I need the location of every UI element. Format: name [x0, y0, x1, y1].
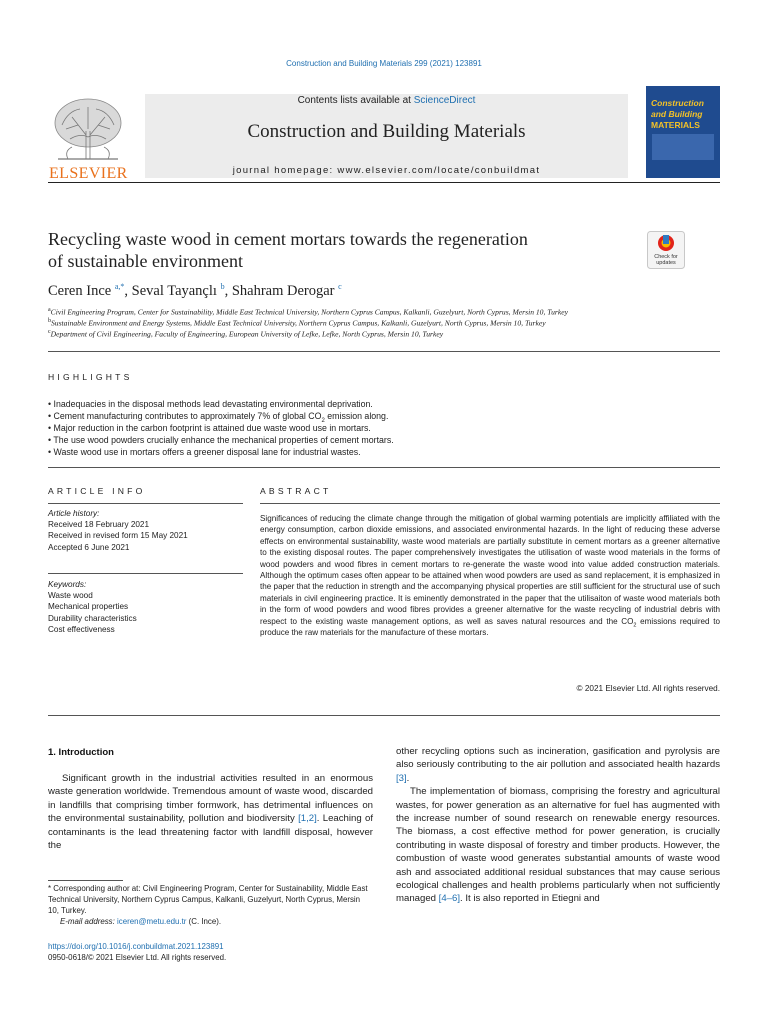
- affiliation-text: Sustainable Environment and Energy Systems, Middle East Technical University, Northern Cyprus Campus, Kalkanli, Guzelyurt, North Cyprus, Mersin 10, Turkey: [51, 318, 546, 328]
- article-title-line1: Recycling waste wood in cement mortars towards the regeneration: [48, 229, 528, 249]
- footnote-text: * Corresponding author at: Civil Engineering Program, Center for Sustainability, Middle East Technical University, Northern Cyprus Campus, Kalkanli, Guzelyurt, North Cyprus, Mersin 10, Turkey.: [48, 884, 368, 915]
- corresponding-author-footnote: [48, 883, 373, 927]
- publisher-wordmark: ELSEVIER: [49, 165, 128, 182]
- author-name[interactable]: Ceren Ince: [48, 282, 112, 299]
- revised-date: Received in revised form 15 May 2021: [48, 531, 188, 541]
- doi-block: [48, 941, 373, 963]
- affiliation-a: [48, 307, 568, 317]
- reference-link[interactable]: [4–6]: [438, 893, 461, 905]
- highlight-item: • Inadequacies in the disposal methods lead devastating environmental deprivation.: [48, 399, 373, 409]
- check-updates-line2: updates: [656, 260, 676, 266]
- keywords-label: Keywords:: [48, 580, 87, 589]
- affiliation-rule: [48, 351, 720, 352]
- article-title-line2: of sustainable environment: [48, 251, 243, 271]
- abstract-text: Significances of reducing the climate change through the mitigation of global warming potentials are implicitly affiliated with the energy consumption, carbon dioxide emissions, and associated environmental hazards. In the light of reducing these adverse effects on environmental sustainability, waste wood materials are partially substitute in cement mortars as a greener alternative to the existing disposal routes. The paper comprehensively investigates the utilisation of waste wood materials in the forms of wood powders and wood fibres in cement mortars to re-generate the waste wood into value added construction materials. Although the optimum cases often appear to be attained when wood powders are used as sand replacement, it is emphasized in the paper that the reduction in strength and the accompanying physical properties are still sufficient for the structural use of such materials in civil engineering practice. It is eminently demonstrated in the paper that the utilisaiton of waste wood materials both in the form of wood powders and wood fibres provides a greener alternative for the waste recycling of industrial debris with respect to the existing waste management options, as well as saves natural resources and the $CO_2$ emissions required to produce the raw materials for the manufacture of these mortars.: [260, 514, 720, 638]
- affiliation-mark: c: [48, 329, 51, 335]
- author-affiliation-mark[interactable]: b: [220, 282, 225, 291]
- footnote-rule: [48, 880, 123, 881]
- article-title: [48, 228, 608, 272]
- author-name[interactable]: Seval Tayançlı: [131, 282, 217, 299]
- author-name[interactable]: Shahram Derogar: [231, 282, 335, 299]
- abstract-heading: ABSTRACT: [260, 486, 332, 496]
- article-info-heading: ARTICLE INFO: [48, 486, 146, 496]
- cover-title-line2: and Building: [651, 109, 703, 119]
- journal-title: Construction and Building Materials: [247, 121, 526, 142]
- cover-title-line3: MATERIALS: [651, 120, 700, 130]
- highlight-item: • Major reduction in the carbon footprint is attained due waste wood use in mortars.: [48, 423, 371, 433]
- accepted-date: Accepted 6 June 2021: [48, 542, 130, 552]
- keyword: Cost effectiveness: [48, 624, 115, 634]
- header-rule: [48, 182, 720, 183]
- intro-left-column: Significant growth in the industrial activities resulted in an enormous waste generation worldwide. Tremendous amount of waste wood, discarded in landfills that comprising timber formwork, has detrimental influences on the environmental sustainability, pollution and biodiversity [1,2]. Leaching of contaminants is the lead threatening factor with landfill disposal, however the: [48, 773, 373, 852]
- journal-cover-thumbnail[interactable]: [646, 86, 720, 178]
- author-separator: ,: [224, 282, 232, 299]
- introduction-heading: 1. Introduction: [48, 747, 114, 758]
- keyword: Mechanical properties: [48, 602, 129, 612]
- journal-homepage[interactable]: journal homepage: www.elsevier.com/locate/conbuildmat: [232, 165, 541, 176]
- sciencedirect-link[interactable]: ScienceDirect: [413, 95, 476, 106]
- affiliation-text: Department of Civil Engineering, Faculty of Engineering, European University of Lefke, Lefke, North Cyprus, Mersin 10, Turkey: [50, 329, 444, 339]
- email-link[interactable]: iceren@metu.edu.tr: [117, 917, 187, 926]
- article-history: [48, 508, 188, 553]
- cover-title-line1: Construction: [651, 98, 704, 108]
- abstract-bottom-rule: [48, 715, 720, 716]
- keywords-block: [48, 579, 137, 635]
- journal-citation[interactable]: Construction and Building Materials 299 (2021) 123891: [286, 59, 482, 68]
- check-updates-line1: Check for: [654, 254, 678, 260]
- highlight-item: • Waste wood use in mortars offers a greener disposal lane for industrial wastes.: [48, 447, 361, 457]
- author-separator: ,: [124, 282, 132, 299]
- keyword: Durability characteristics: [48, 613, 137, 623]
- highlight-item: • The use wood powders crucially enhance the mechanical properties of cement mortars.: [48, 435, 394, 445]
- affiliation-mark: a: [48, 307, 51, 313]
- issn-line: 0950-0618/© 2021 Elsevier Ltd. All rights reserved.: [48, 953, 227, 962]
- author-list: [48, 282, 342, 300]
- email-suffix: (C. Ince).: [186, 917, 222, 926]
- contents-prefix: Contents lists available at: [297, 95, 414, 106]
- received-date: Received 18 February 2021: [48, 520, 150, 530]
- author-affiliation-mark[interactable]: c: [338, 282, 342, 291]
- affiliation-c: [48, 329, 443, 339]
- intro-right-column: other recycling options such as incineration, gasification and pyrolysis are also seriously contributing to the air pollution and associated health hazards [3]. The implementation of biomass, comprising the forestry and agricultural wastes, for power generation as an alternative for fuel has augmented with the increase number of sound research on renewable energy resources. The biomass, a cost effective method for power generation, is crucially contributing in waste disposal of forestry and timber products. However, the combustion of waste wood generates substantial amounts of waste wood ash and associated additional residual substances that may cause serious ecological challenges and health problems particularly when not sufficiently managed [4–6]. It is also reported in Etiegni and: [396, 746, 720, 905]
- article-info-rule: [48, 503, 243, 504]
- history-label: Article history:: [48, 509, 100, 518]
- keywords-rule: [48, 573, 243, 574]
- reference-link[interactable]: [1,2]: [298, 813, 317, 825]
- affiliation-text: Civil Engineering Program, Center for Sustainability, Middle East Technical University, Northern Cyprus Campus, Kalkanli, Guzelyurt, North Cyprus, Mersin 10, Turkey: [50, 307, 568, 317]
- abstract-copyright: © 2021 Elsevier Ltd. All rights reserved.: [576, 684, 720, 693]
- email-label: E-mail address:: [60, 917, 118, 926]
- keyword: Waste wood: [48, 591, 93, 601]
- affiliation-mark: b: [48, 318, 51, 324]
- abstract-rule: [260, 503, 720, 504]
- contents-lists-line: [145, 95, 628, 106]
- highlight-item: • Cement manufacturing contributes to approximately 7% of global $CO_2$ emission along.: [48, 411, 389, 424]
- highlights-rule: [48, 467, 720, 468]
- author-affiliation-mark[interactable]: a,*: [114, 282, 125, 291]
- highlights-heading: HIGHLIGHTS: [48, 372, 133, 382]
- cover-image-strip: [652, 134, 714, 160]
- reference-link[interactable]: [3]: [396, 772, 407, 784]
- doi-link[interactable]: https://doi.org/10.1016/j.conbuildmat.2021.123891: [48, 942, 224, 951]
- check-for-updates-badge[interactable]: [647, 231, 685, 269]
- affiliation-b: [48, 318, 546, 328]
